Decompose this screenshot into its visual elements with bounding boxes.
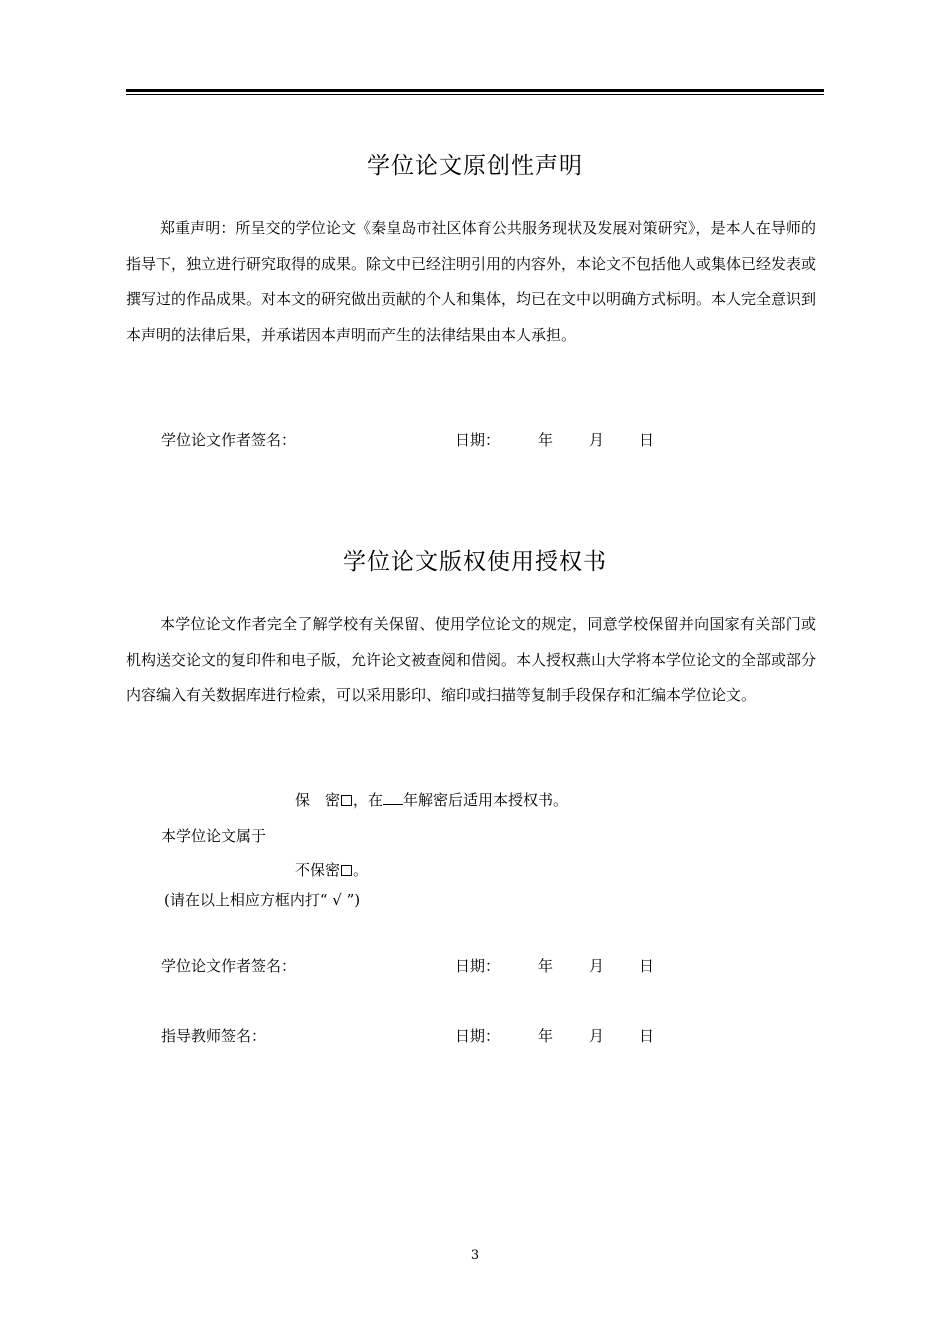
authorization-statement: 本学位论文作者完全了解学校有关保留、使用学位论文的规定，同意学校保留并向国家有关部门或机构送交论文的复印件和电子版，允许论文被查阅和借阅。本人授权燕山大学将本学位论文的全部或部分内容编入有关数据库进行检索，可以采用影印、缩印或扫描等复制手段保存和汇编本学位论文。 [126,615,817,704]
page-number: 3 [470,1248,480,1263]
authorization-title: 学位论文版权使用授权书 [343,549,607,575]
month-label: 月 [589,1027,605,1045]
checkmark-instruction: (请在以上相应方框内打“ √ ”) [164,891,361,909]
confidential-checkbox[interactable] [341,795,352,806]
confidential-option [295,789,568,810]
header-rule-thick [126,89,824,92]
date-label: 日期： [455,1027,501,1045]
day-label: 日 [639,431,655,449]
not-confidential-checkbox[interactable] [341,865,352,876]
author-signature-label: 学位论文作者签名： [161,957,297,975]
year-label: 年 [538,1027,554,1045]
month-label: 月 [589,957,605,975]
day-label: 日 [639,957,655,975]
not-confidential-option [295,859,368,880]
year-label: 年 [538,431,554,449]
originality-signature-row [161,429,721,451]
confidential-label: 保 密 [295,791,341,809]
belongs-label: 本学位论文属于 [161,827,267,845]
supervisor-signature-label: 指导教师签名： [161,1027,267,1045]
day-label: 日 [639,1027,655,1045]
not-confidential-suffix: 。 [353,861,369,879]
year-label: 年 [538,957,554,975]
confidential-suffix-b: 年解密后适用本授权书。 [403,791,569,809]
not-confidential-label: 不保密 [295,861,341,879]
header-rule-thin [126,94,824,95]
originality-statement: 郑重声明：所呈交的学位论文《秦皇岛市社区体育公共服务现状及发展对策研究》，是本人在导师的指导下，独立进行研究取得的成果。除文中已经注明引用的内容外，本论文不包括他人或集体已经发表或撰写过的作品成果。对本文的研究做出贡献的个人和集体，均已在文中以明确方式标明。本人完全意识到本声明的法律后果，并承诺因本声明而产生的法律结果由本人承担。 [126,219,817,344]
confidential-suffix-a: ，在 [353,791,384,809]
month-label: 月 [589,431,605,449]
author-signature-label: 学位论文作者签名： [161,431,297,449]
author-signature-row [161,955,721,977]
originality-title: 学位论文原创性声明 [367,153,583,179]
supervisor-signature-row [161,1025,721,1047]
years-blank [383,790,403,805]
date-label: 日期： [455,431,501,449]
date-label: 日期： [455,957,501,975]
